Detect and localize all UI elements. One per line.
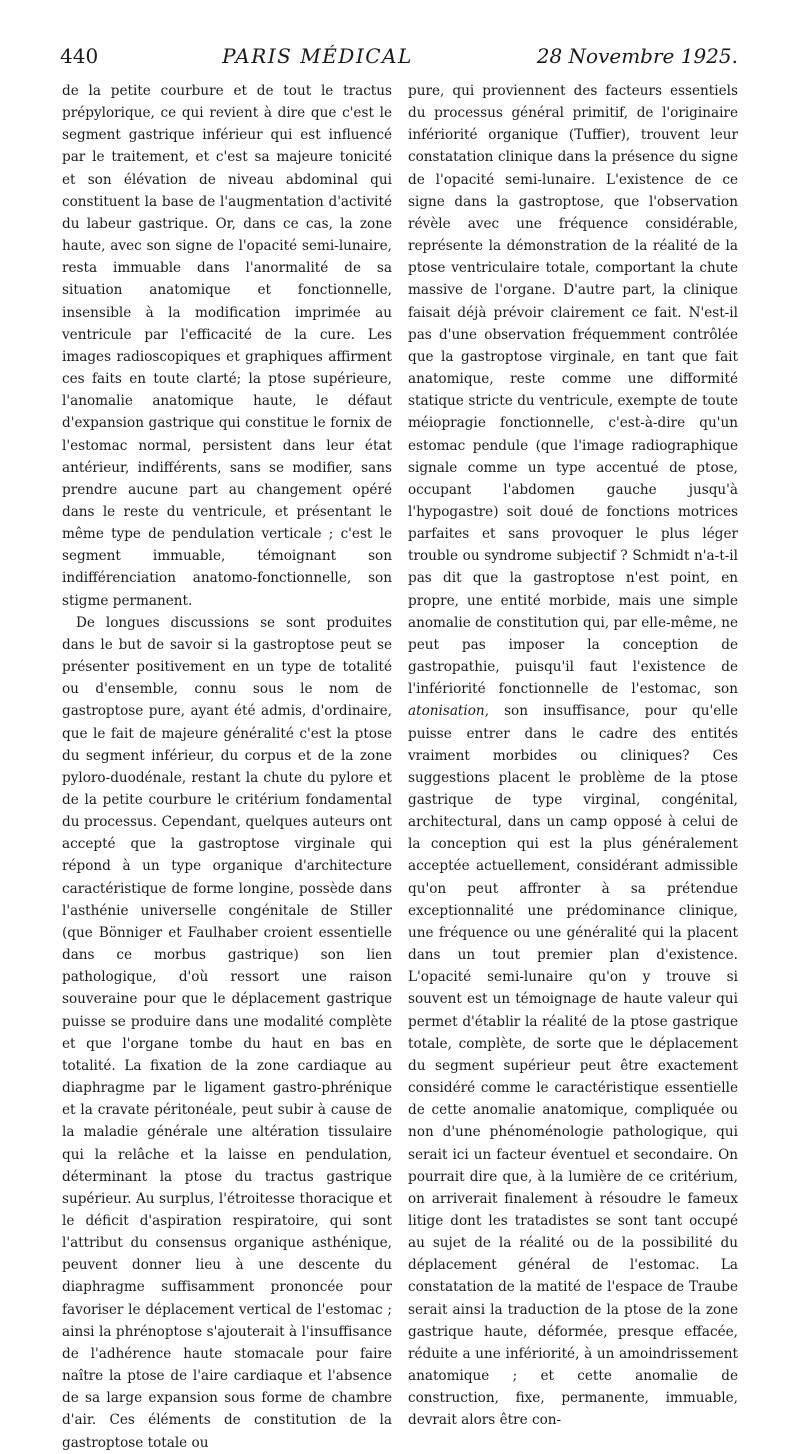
journal-title: PARIS MÉDICAL (222, 44, 413, 68)
paragraph: De longues discussions se sont produites dans le but de savoir si la gastroptose peut se présenter positivement en un type de totalité ou d'ensemble, connu sous le nom de gastroptose pure, ayant été admis, d'ordinaire, que le fait de majeure généralité c'est la ptose du segment inférieur, du corpus et de la zone pyloro-duodénale, restant la chute du pylore et de la petite courbure le critérium fondamental du processus. Cependant, quelques auteurs ont accepté que la gastroptose virginale qui répond à un type organique d'architecture caractéristique de forme longine, possède dans l'asthénie universelle congénitale de Stiller (que Bönniger et Faulhaber croient essentielle dans ce morbus gastrique) son lien pathologique, d'où ressort une raison souveraine pour que le déplacement gastrique puisse se produire dans une modalité complète et que l'organe tombe du haut en bas en totalité. La fixation de la zone cardiaque au diaphragme par le ligament gastro-phrénique et la cravate péritonéale, peut subir à cause de la maladie générale une altération tissulaire qui la relâche et la laisse en pendulation, déterminant la ptose du tractus gastrique supérieur. Au surplus, l'étroitesse thoracique et le déficit d'aspiration respiratoire, qui sont l'attribut du consensus organique asthénique, peuvent donner lieu à une descente du diaphragme suffisamment prononcée pour favoriser le déplacement vertical de l'estomac ; ainsi la phrénoptose s'ajouterait à l'insuffisance de l'adhérence haute stomacale pour faire naître la ptose de l'aire cardiaque et l'absence de sa large expansion sous forme de chambre d'air. Ces éléments de constitution de la gastroptose totale ou (62, 614, 392, 1451)
issue-date: 28 Novembre 1925. (536, 44, 738, 68)
paragraph (408, 80, 738, 1432)
paragraph: de la petite courbure et de tout le tractus prépylorique, ce qui revient à dire que c'est le segment gastrique inférieur qui est influencé par le traitement, et c'est sa majeure tonicité et son élévation de niveau abdominal qui constituent la base de l'augmentation d'activité du labeur gastrique. Or, dans ce cas, la zone haute, avec son signe de l'opacité semi-lunaire, resta immuable dans l'anormalité de sa situation anatomique et fonctionnelle, insensible à la modification imprimée au ventricule par l'efficacité de la cure. Les images radioscopiques et graphiques affirment ces faits en toute clarté; la ptose supérieure, l'anomalie anatomique haute, le défaut d'expansion gastrique qui constitue le fornix de l'estomac normal, persistent dans leur état antérieur, indifférents, sans se modifier, sans prendre aucune part au changement opéré dans le reste du ventricule, et présentant le même type de pendulation verticale ; c'est le segment immuable, témoignant son indifférenciation anatomo-fonctionnelle, son stigme permanent. (62, 83, 392, 609)
paragraph-text: pure, qui proviennent des facteurs essentiels du processus général primitif, de l'originaire infériorité organique (Tuffier), trouvent leur constatation clinique dans la présence du signe de l'opacité semi-lunaire. L'existence de ce signe dans la gastroptose, que l'observation révèle avec une fréquence considérable, représente la démonstration de la réalité de la ptose ventriculaire totale, comportant la chute massive de l'organe. D'autre part, la clinique faisait déjà prévoir clairement ce fait. N'est-il pas d'une observation fréquemment contrôlée que la gastroptose virginale, en tant que fait anatomique, reste comme une difformité statique stricte du ventricule, exempte de toute méiopragie fonctionnelle, c'est-à-dire qu'un estomac pendule (que l'image radiographique signale comme un type accentué de ptose, occupant l'abdomen gauche jusqu'à l'hypogastre) soit doué de fonctions motrices parfaites et sans provoquer le plus léger trouble ou syndrome subjectif ? Schmidt n'a-t-il pas dit que la gastroptose n'est point, en propre, une entité morbide, mais une simple anomalie de constitution qui, par elle-même, ne peut pas imposer la conception de gastropathie, puisqu'il faut l'existence de l'infériorité fonctionnelle de l'estomac, son (408, 83, 738, 698)
right-column (408, 80, 738, 1432)
paragraph-text: , son insuffisance, pour qu'elle puisse entrer dans le cadre des entités vraiment morbides ou cliniques? Ces suggestions placent le problème de la ptose gastrique de type virginal, congénital, architectural, dans un camp opposé à celui de la conception qui est la plus généralement acceptée actuellement, considérant admissible qu'on peut affronter à sa prétendue exceptionnalité une prédominance clinique, une fréquence ou une généralité qui la placent dans un tout premier plan d'existence. L'opacité semi-lunaire qu'on y trouve si souvent est un témoignage de haute valeur qui permet d'établir la réalité de la ptose gastrique totale, complète, de sorte que le déplacement du segment supérieur peut être exactement considéré comme le caractéristique essentielle de cette anomalie anatomique, compliquée ou non d'une phénoménologie pathologique, qui serait ici un facteur éventuel et secondaire. On pourrait dire que, à la lumière de ce critérium, on arriverait finalement à résoudre le fameux litige dont les tratadistes se sont tant occupé au sujet de la réalité ou de la possibilité du déplacement général de l'estomac. La constatation de la matité de l'espace de Traube serait ainsi la traduction de la ptose de la zone gastrique haute, déformée, presque effacée, réduite a une infériorité, à un amoindrissement anatomique ; et cette anomalie de construction, fixe, permanente, immuable, devrait alors être con- (408, 703, 738, 1429)
page-number: 440 (60, 44, 99, 68)
running-header (60, 44, 738, 78)
left-column (62, 80, 392, 1454)
emphasis-term: atonisation (408, 703, 485, 720)
